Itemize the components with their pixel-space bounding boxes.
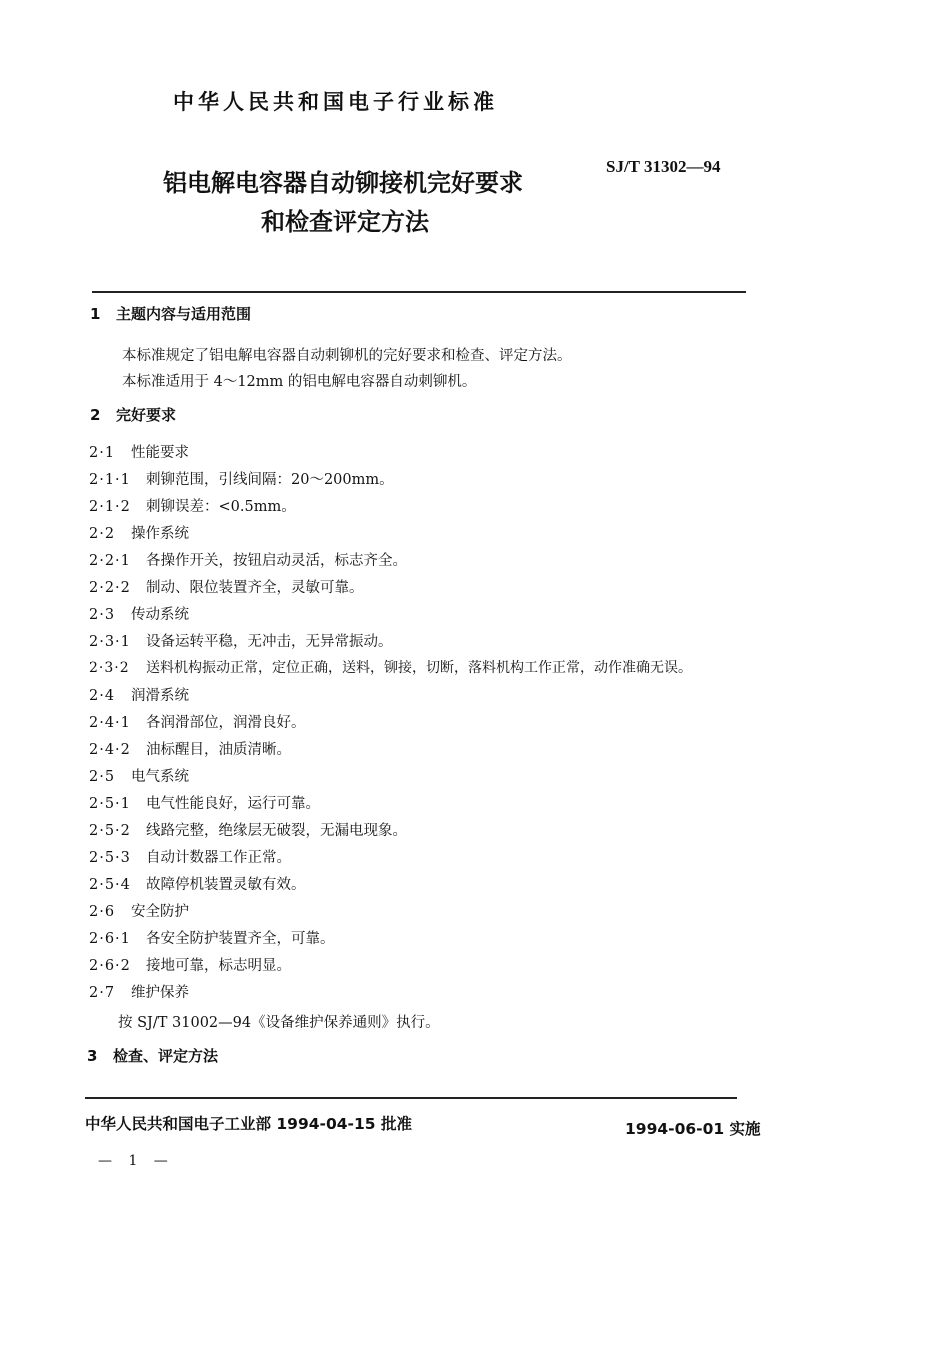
clause-text: 各安全防护装置齐全，可靠。	[146, 931, 335, 947]
section-number: 2	[90, 406, 101, 424]
clause-item	[89, 819, 407, 840]
clause-item	[89, 846, 291, 867]
clause-text: 制动、限位装置齐全，灵敏可靠。	[146, 580, 364, 596]
clause-text: 维护保养	[131, 985, 189, 1001]
clause-number: 2·5	[89, 769, 116, 785]
clause-number: 2·3·1	[89, 634, 131, 650]
clause-number: 2·3	[89, 607, 116, 623]
clause-text: 接地可靠，标志明显。	[146, 958, 291, 974]
clause-item	[89, 603, 189, 624]
clause-text: 传动系统	[131, 607, 189, 623]
clause-number: 2·2	[89, 526, 116, 542]
clause-item	[89, 684, 189, 705]
page-number: — 1 —	[98, 1153, 174, 1169]
document-title-line2: 和检查评定方法	[261, 208, 429, 236]
clause-number: 2·2·2	[89, 580, 131, 596]
standard-code: SJ/T 31302—94	[606, 157, 721, 176]
clause-item	[89, 657, 692, 677]
clause-text: 油标醒目，油质清晰。	[146, 742, 291, 758]
clause-text: 刺铆误差：<0.5mm。	[146, 499, 296, 515]
clause-number: 2·4·1	[89, 715, 131, 731]
clause-text: 电气系统	[131, 769, 189, 785]
clause-number: 2·1·1	[89, 472, 131, 488]
clause-number: 2·5·2	[89, 823, 131, 839]
clause-item	[89, 441, 189, 462]
clause-number: 2·1	[89, 445, 116, 461]
clause-number: 2·6	[89, 904, 116, 920]
approval-note: 中华人民共和国电子工业部 1994-04-15 批准	[85, 1115, 412, 1133]
bottom-divider	[85, 1097, 737, 1099]
clause-item	[89, 468, 394, 489]
clause-item	[89, 630, 393, 651]
clause-number: 2·5·3	[89, 850, 131, 866]
section-2-heading	[90, 404, 176, 425]
clause-number: 2·1·2	[89, 499, 131, 515]
clause-number: 2·4	[89, 688, 116, 704]
section-1-heading	[90, 303, 251, 324]
clause-text: 自动计数器工作正常。	[146, 850, 291, 866]
clause-item	[89, 495, 296, 516]
clause-item	[89, 549, 407, 570]
section-number: 1	[90, 305, 101, 323]
clause-item	[89, 792, 320, 813]
clause-item	[89, 900, 189, 921]
top-divider	[92, 291, 746, 293]
clause-number: 2·3·2	[89, 660, 130, 676]
clause-text: 各操作开关，按钮启动灵活，标志齐全。	[146, 553, 407, 569]
clause-number: 2·2·1	[89, 553, 131, 569]
section-3-heading	[87, 1045, 218, 1066]
clause-number: 2·5·4	[89, 877, 131, 893]
clause-item	[89, 576, 364, 597]
maintenance-reference: 按 SJ/T 31002—94《设备维护保养通则》执行。	[118, 1015, 440, 1031]
clause-number: 2·7	[89, 985, 116, 1001]
standard-organization-header: 中华人民共和国电子行业标准	[173, 90, 498, 114]
clause-item	[89, 873, 306, 894]
section-1-paragraph-2: 本标准适用于 4～12mm 的铝电解电容器自动刺铆机。	[122, 374, 477, 390]
clause-text: 线路完整，绝缘层无破裂，无漏电现象。	[146, 823, 407, 839]
clause-text: 各润滑部位，润滑良好。	[146, 715, 306, 731]
section-title: 主题内容与适用范围	[116, 305, 252, 323]
section-1-paragraph-1: 本标准规定了铝电解电容器自动刺铆机的完好要求和检查、评定方法。	[122, 348, 572, 364]
clause-item	[89, 711, 306, 732]
clause-text: 送料机构振动正常，定位正确，送料，铆接，切断，落料机构工作正常，动作准确无误。	[146, 660, 692, 676]
clause-text: 故障停机装置灵敏有效。	[146, 877, 306, 893]
clause-number: 2·6·2	[89, 958, 131, 974]
clause-text: 性能要求	[131, 445, 189, 461]
clause-item	[89, 522, 189, 543]
clause-number: 2·4·2	[89, 742, 131, 758]
clause-number: 2·6·1	[89, 931, 131, 947]
clause-number: 2·5·1	[89, 796, 131, 812]
clause-item	[89, 954, 291, 975]
clause-item	[89, 927, 335, 948]
clause-item	[89, 981, 189, 1002]
clause-text: 电气性能良好，运行可靠。	[146, 796, 320, 812]
clause-text: 润滑系统	[131, 688, 189, 704]
clause-text: 操作系统	[131, 526, 189, 542]
document-title-line1: 铝电解电容器自动铆接机完好要求	[163, 169, 523, 197]
clause-item	[89, 765, 189, 786]
section-title: 检查、评定方法	[113, 1047, 219, 1065]
section-number: 3	[87, 1047, 98, 1065]
clause-item	[89, 738, 291, 759]
clause-text: 安全防护	[131, 904, 189, 920]
clause-text: 刺铆范围，引线间隔：20～200mm。	[146, 472, 394, 488]
implementation-date: 1994-06-01 实施	[625, 1120, 761, 1138]
clause-text: 设备运转平稳，无冲击，无异常振动。	[146, 634, 393, 650]
section-title: 完好要求	[116, 406, 177, 424]
